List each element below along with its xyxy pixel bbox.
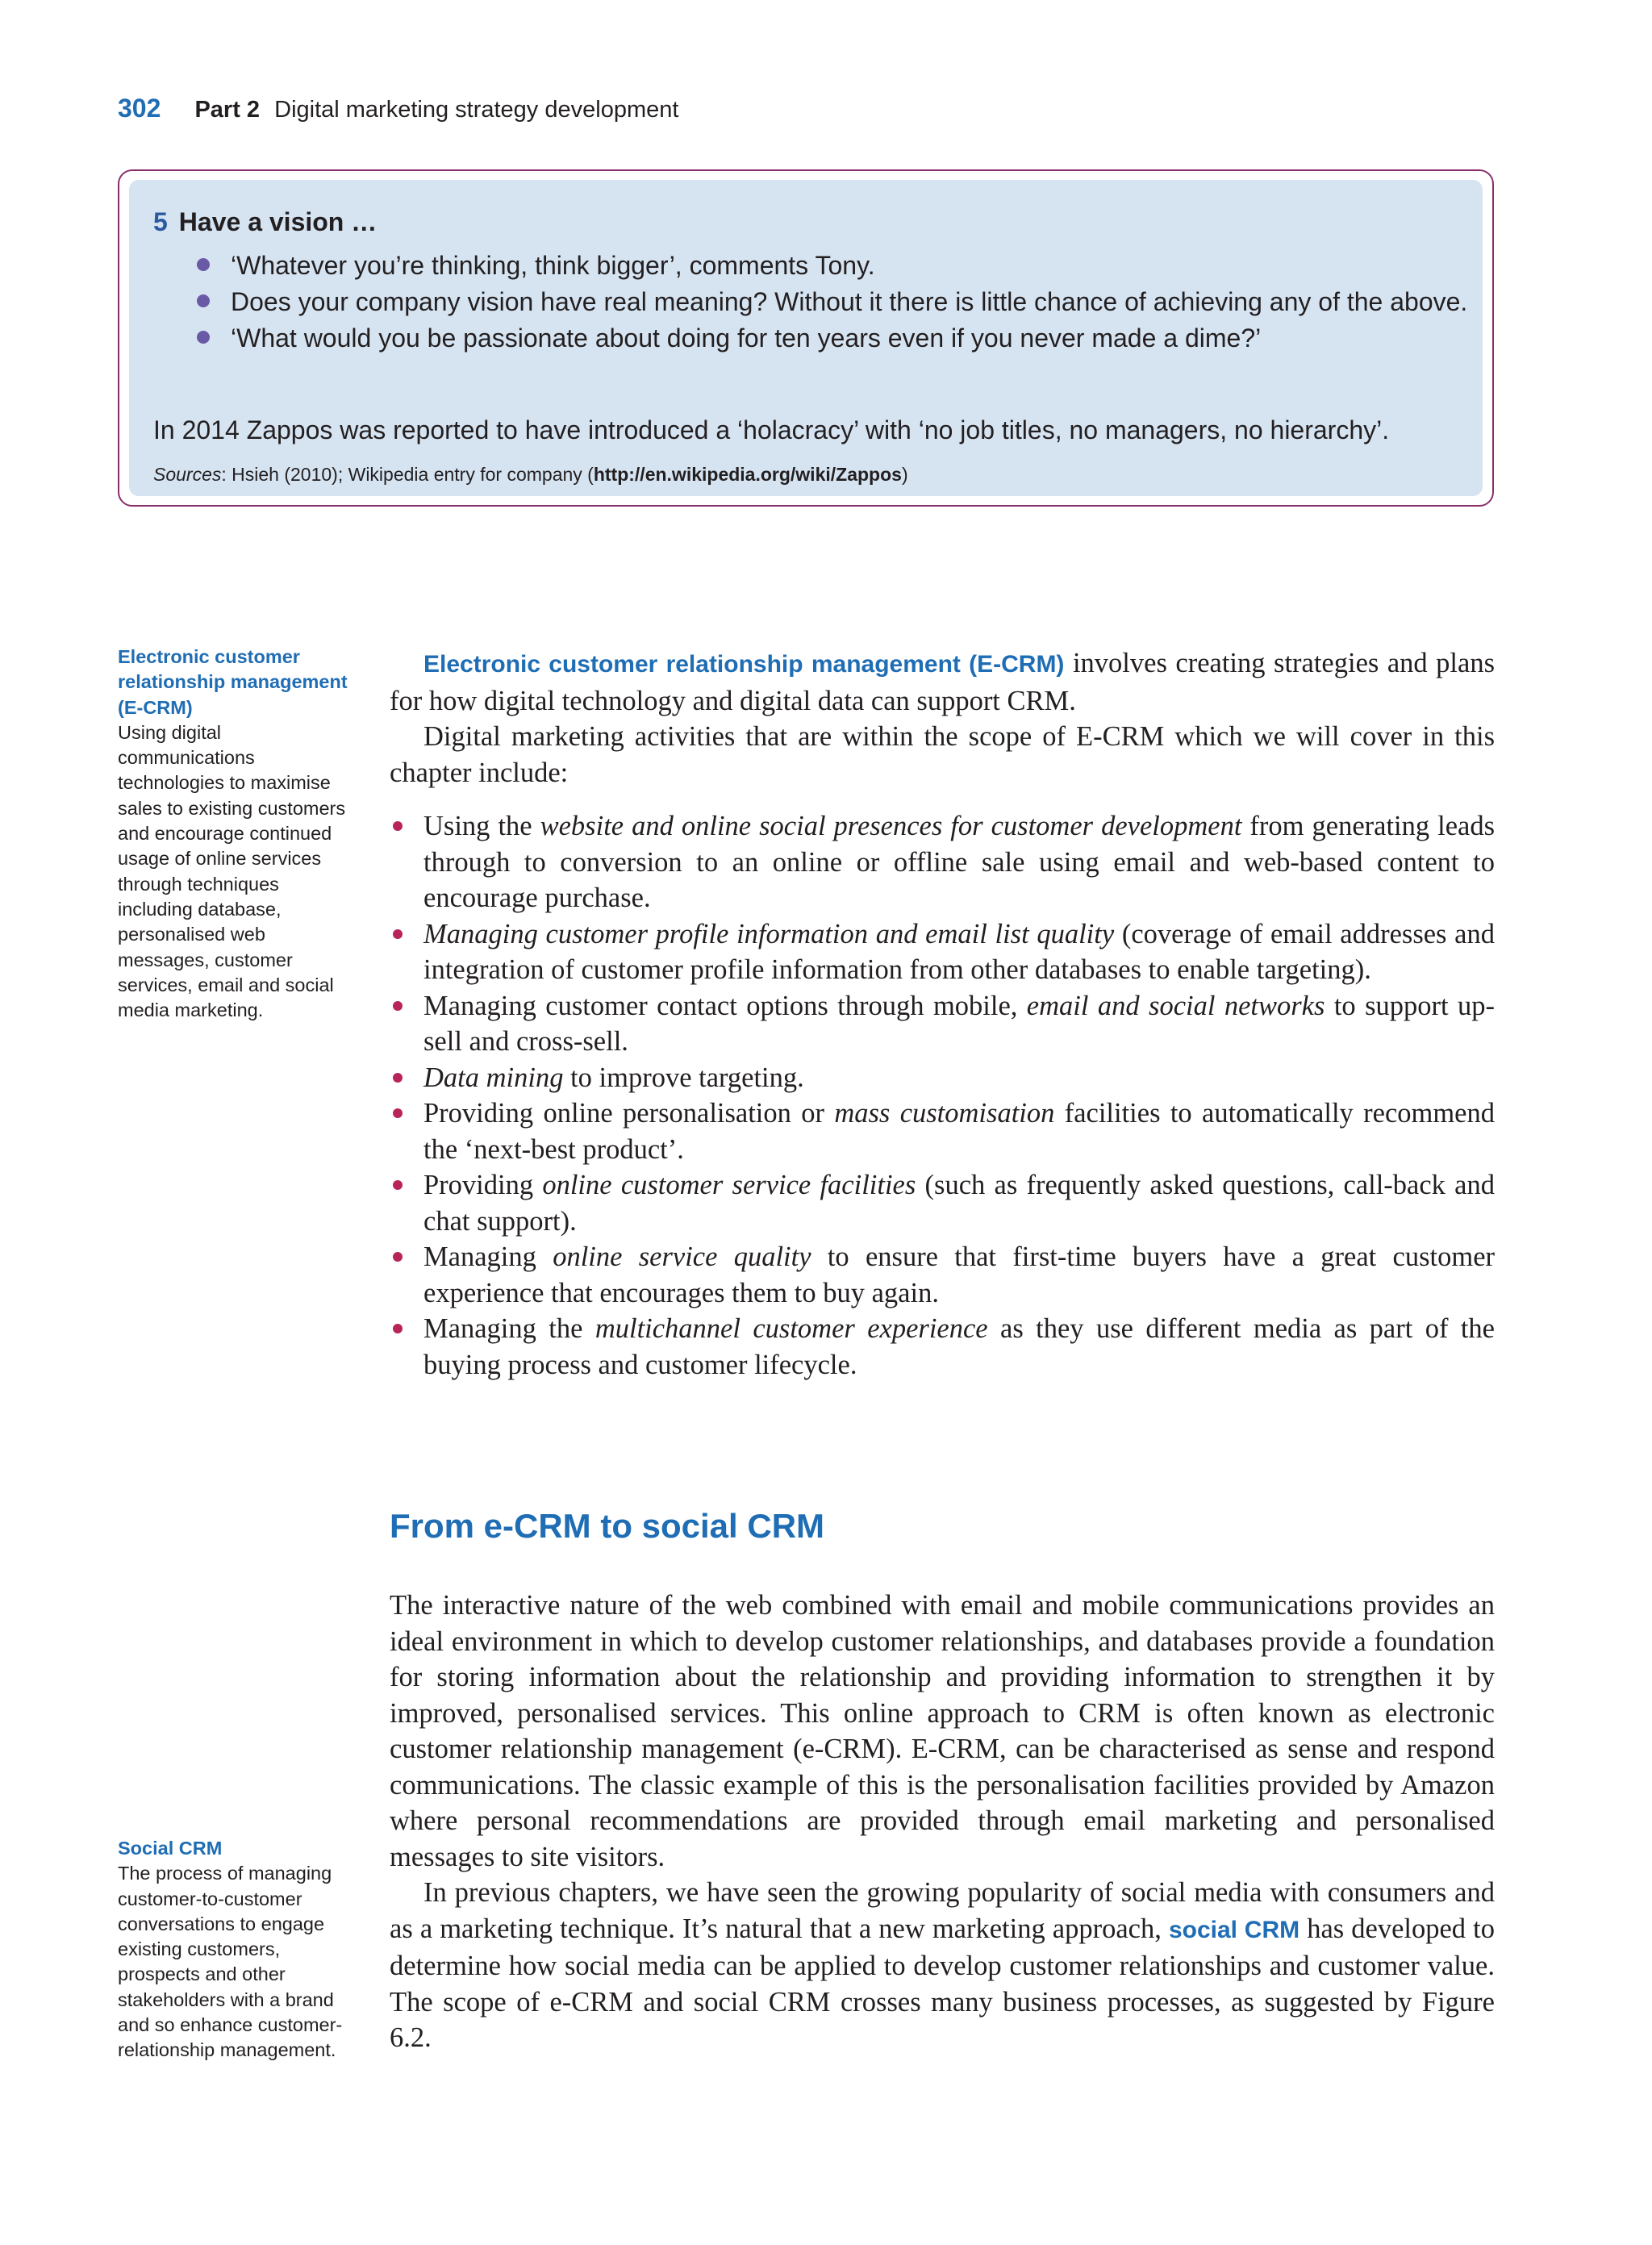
list-item: Using the website and online social presences for customer development from generating leads through to conversion to an online or offline sale using email and web-based content to encourage purchase. <box>390 808 1495 916</box>
section-paragraph-1: The interactive nature of the web combined with email and mobile communications provides an ideal environment in which to develop customer relationships, and databases provide a foundation for storing information about the relationship and providing information to strengthen it by improved, personalised services. This online approach to CRM is often known as electronic customer relationship management (e-CRM). E-CRM, can be characterised as sense and respond communications. The classic example of this is the personalisation facilities provided by Amazon where personal recommendations are provided through email marketing and personalised messages to site visitors. <box>390 1590 1495 1872</box>
glossary-term: Electronic customer relationship management (E-CRM) <box>118 646 348 718</box>
glossary-term: Social CRM <box>118 1838 223 1859</box>
running-header <box>118 94 678 123</box>
list-item: Providing online customer service facilities (such as frequently asked questions, call-back and chat support). <box>390 1167 1495 1239</box>
bullet-dot-icon <box>393 1252 403 1262</box>
part-label: Part 2 <box>194 97 261 123</box>
bullet-dot-icon <box>393 1324 403 1333</box>
case-sources: Sources: Hsieh (2010); Wikipedia entry for company (http://en.wikipedia.org/wiki/Zappos) <box>153 464 908 485</box>
case-heading-text: Have a vision … <box>178 207 378 236</box>
section-heading: From e-CRM to social CRM <box>390 1507 825 1545</box>
intro-paragraph: Electronic customer relationship management (E-CRM) involves creating strategies and plans for how digital technology and digital data can support CRM. <box>390 648 1496 716</box>
bullet-dot-icon <box>197 331 210 344</box>
bullet-dot-icon <box>393 821 403 831</box>
sources-link[interactable]: http://en.wikipedia.org/wiki/Zappos <box>593 464 902 485</box>
list-item: Managing the multichannel customer experience as they use different media as part of the buying process and customer lifecycle. <box>390 1311 1495 1383</box>
section-paragraph-2: In previous chapters, we have seen the growing popularity of social media with consumers and as a marketing technique. It’s natural that a new marketing approach, social CRM has developed to determine how social media can be applied to develop customer relationships and customer value. The scope of e-CRM and social CRM crosses many business processes, as suggested by Figure 6.2. <box>390 1877 1495 2053</box>
bullet-dot-icon <box>393 1001 403 1011</box>
case-bullet: ‘Whatever you’re thinking, think bigger’, comments Tony. <box>129 248 1473 284</box>
case-study-panel <box>129 180 1483 496</box>
glossary-definition: Using digital communications technologies to maximise sales to existing customers and encourage continued usage of online services through techniques including database, personalised web messages, customer services, email and social media marketing. <box>118 721 346 1021</box>
bullet-dot-icon <box>393 1073 403 1083</box>
keyword-social-crm[interactable]: social CRM <box>1168 1916 1300 1943</box>
case-heading <box>153 207 377 237</box>
main-body-section <box>390 1588 1495 2056</box>
scope-paragraph: Digital marketing activities that are within the scope of E-CRM which we will cover in this chapter include: <box>390 721 1495 788</box>
list-item: Providing online personalisation or mass customisation facilities to automatically recommend the ‘next-best product’. <box>390 1095 1495 1167</box>
bullet-dot-icon <box>393 1108 403 1118</box>
bullet-dot-icon <box>197 294 210 307</box>
keyword-ecrm[interactable]: Electronic customer relationship management (E-CRM) <box>423 651 1065 678</box>
bullet-dot-icon <box>393 929 403 939</box>
scope-bullet-list <box>390 808 1495 1383</box>
case-study-box <box>118 169 1494 507</box>
part-title: Digital marketing strategy development <box>274 97 679 123</box>
list-item: Managing customer profile information and email list quality (coverage of email addresses and integration of customer profile information from other databases to enable targeting). <box>390 916 1495 988</box>
case-bullet: ‘What would you be passionate about doing for ten years even if you never made a dime?’ <box>129 320 1473 357</box>
glossary-ecrm <box>118 645 357 1023</box>
case-heading-number: 5 <box>153 207 168 236</box>
case-paragraph: In 2014 Zappos was reported to have introduced a ‘holacracy’ with ‘no job titles, no managers, no hierarchy’. <box>153 415 1390 444</box>
list-item: Data mining to improve targeting. <box>390 1060 1495 1096</box>
page-number: 302 <box>118 94 161 123</box>
glossary-definition: The process of managing customer-to-customer conversations to engage existing customers, prospects and other stakeholders with a brand and so enhance customer-relationship management. <box>118 1863 343 2061</box>
main-body-top <box>390 645 1495 1383</box>
list-item: Managing customer contact options through mobile, email and social networks to support up-sell and cross-sell. <box>390 988 1495 1060</box>
bullet-dot-icon <box>393 1180 403 1190</box>
sources-label: Sources <box>153 464 222 485</box>
bullet-dot-icon <box>197 258 210 271</box>
list-item: Managing online service quality to ensure that first-time buyers have a great customer experience that encourages them to buy again. <box>390 1239 1495 1311</box>
case-bullet-list <box>129 248 1473 357</box>
glossary-social-crm <box>118 1836 357 2063</box>
case-bullet: Does your company vision have real meaning? Without it there is little chance of achieving any of the above. <box>129 284 1473 320</box>
